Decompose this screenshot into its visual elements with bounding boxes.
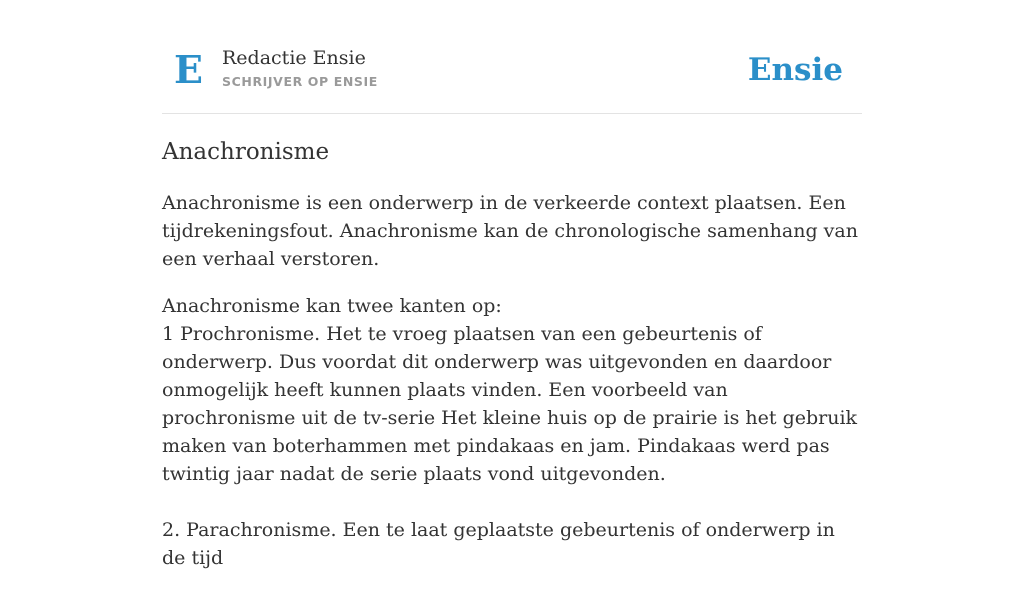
article-paragraph: Anachronisme is een onderwerp in de verkeerde context plaatsen. Een tijdrekeningsfout. Anachronisme kan de chronologische samenhang van een verhaal verstoren. — [162, 192, 858, 270]
list-item-parachronisme: 2. Parachronisme. Een te laat geplaatste gebeurtenis of onderwerp in de tijd — [162, 519, 835, 569]
article-paragraph-list — [162, 292, 862, 572]
author-header — [162, 0, 862, 114]
list-item-prochronisme: 1 Prochronisme. Het te vroeg plaatsen van een gebeurtenis of onderwerp. Dus voordat dit onderwerp was uitgevonden en daardoor onmogelijk heeft kunnen plaats vinden. Een voorbeeld van prochronisme uit de tv-serie Het kleine huis op de prairie is het gebruik maken van boterhammen met pindakaas en jam. Pindakaas werd pas twintig jaar nadat de serie plaats vond uitgevonden. — [162, 323, 858, 485]
author-avatar[interactable]: E — [174, 47, 203, 92]
article-title: Anachronisme — [162, 139, 330, 165]
article-body — [162, 189, 862, 591]
brand-logo[interactable]: Ensie — [747, 52, 843, 88]
line-gap — [162, 488, 862, 516]
author-role: SCHRIJVER OP ENSIE — [222, 74, 378, 89]
author-name[interactable]: Redactie Ensie — [222, 47, 366, 69]
list-intro: Anachronisme kan twee kanten op: — [162, 295, 502, 317]
article-container — [162, 0, 862, 569]
